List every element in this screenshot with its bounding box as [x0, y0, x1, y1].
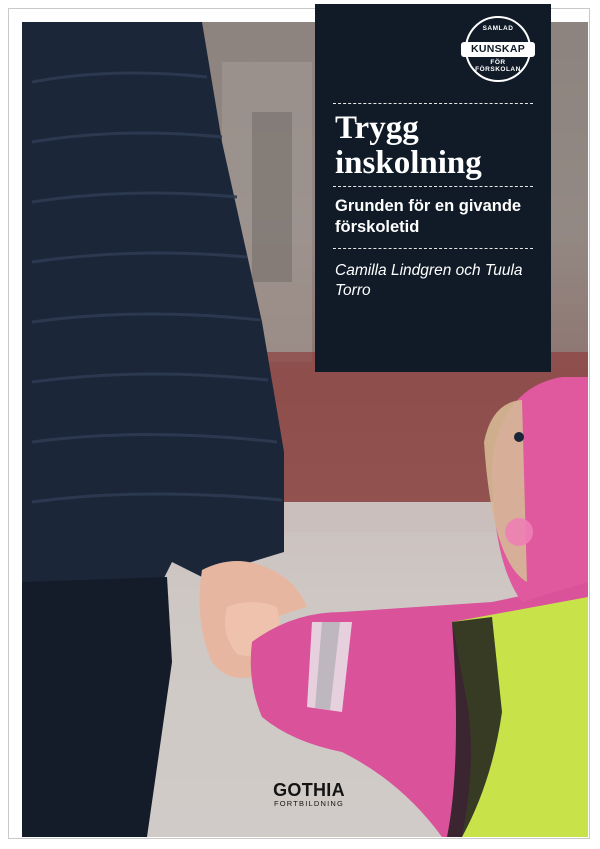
title-panel [315, 4, 551, 372]
series-badge [465, 16, 531, 82]
adult-trousers [22, 577, 172, 837]
book-subtitle: Grunden för en givande förskoletid [335, 197, 522, 236]
divider [333, 186, 533, 187]
publisher-logo [264, 781, 354, 809]
badge-bottom-text: FÖR FÖRSKOLAN [475, 59, 521, 73]
badge-top-text: SAMLAD [482, 25, 514, 32]
badge-band-text: KUNSKAP [461, 42, 535, 57]
book-authors: Camilla Lindgren och Tuula Torro [335, 262, 523, 299]
publisher-subname: FORTBILDNING [273, 799, 345, 808]
divider [333, 248, 533, 249]
divider [333, 103, 533, 104]
publisher-name: GOTHIA [273, 780, 345, 800]
book-title: Trygg inskolning [335, 110, 482, 181]
